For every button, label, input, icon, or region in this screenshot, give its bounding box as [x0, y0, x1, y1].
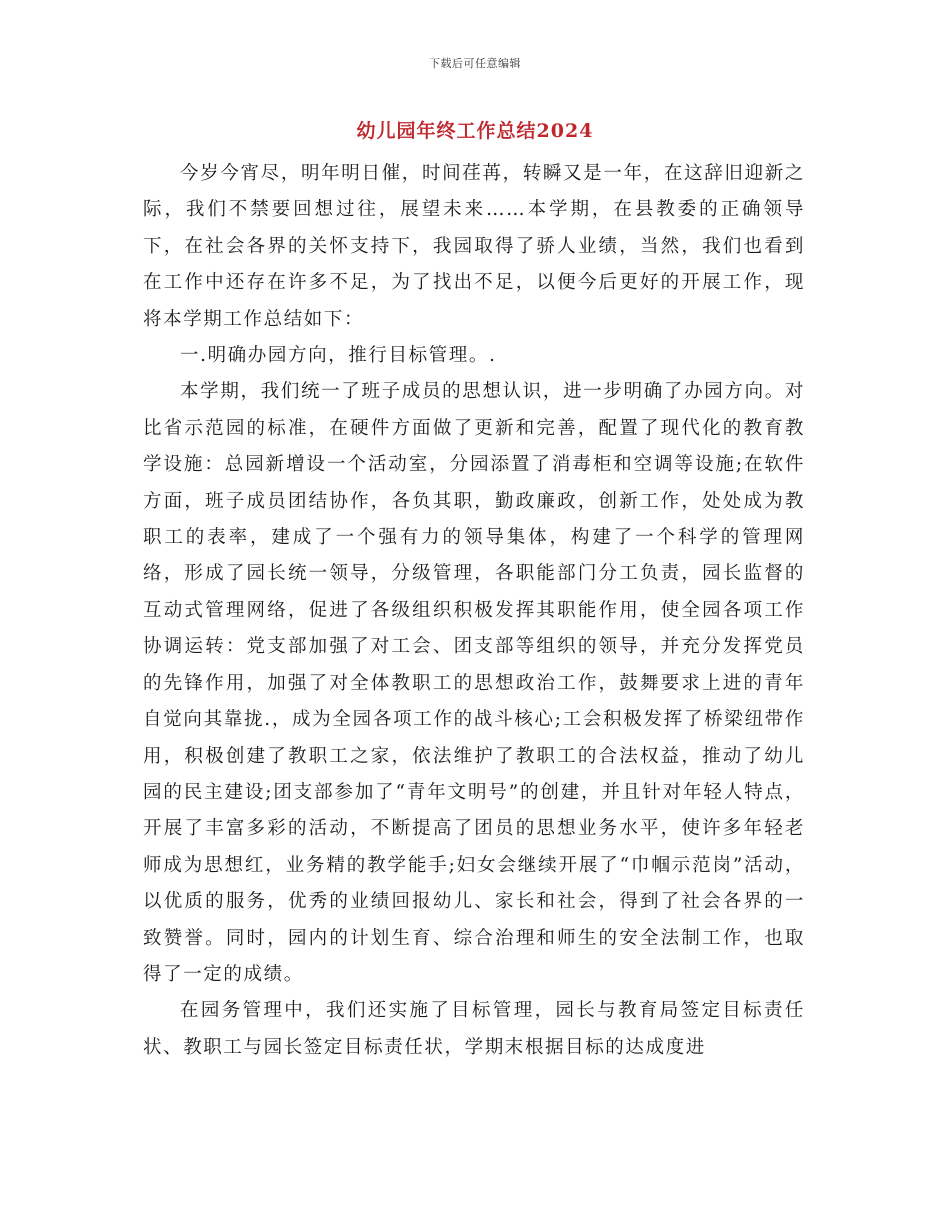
paragraph-intro: 今岁今宵尽，明年明日催，时间荏苒，转瞬又是一年，在这辞旧迎新之际，我们不禁要回想过往，展望未来……本学期，在县教委的正确领导下，在社会各界的关怀支持下，我园取得了骄人业绩，当然，我们也看到在工作中还存在许多不足，为了找出不足，以便今后更好的开展工作，现将本学期工作总结如下： — [143, 163, 805, 330]
document-body — [143, 156, 805, 1066]
paragraph-target-management: 在园务管理中，我们还实施了目标管理，园长与教育局签定目标责任状、教职工与园长签定目标责任状，学期末根据目标的达成度进 — [143, 1000, 805, 1058]
document-title: 幼儿园年终工作总结2024 — [356, 120, 594, 142]
section-heading-1: 一.明确办园方向，推行目标管理。. — [180, 345, 497, 367]
paragraph-section-1: 本学期，我们统一了班子成员的思想认识，进一步明确了办园方向。对比省示范园的标准，在硬件方面做了更新和完善，配置了现代化的教育教学设施：总园新增设一个活动室，分园添置了消毒柜和空调等设施;在软件方面，班子成员团结协作，各负其职，勤政廉政，创新工作，处处成为教职工的表率，建成了一个强有力的领导集体，构建了一个科学的管理网络，形成了园长统一领导，分级管理，各职能部门分工负责，园长监督的互动式管理网络，促进了各级组织积极发挥其职能作用，使全园各项工作协调运转：党支部加强了对工会、团支部等组织的领导，并充分发挥党员的先锋作用，加强了对全体教职工的思想政治工作，鼓舞要求上进的青年自觉向其靠拢.，成为全园各项工作的战斗核心;工会积极发挥了桥梁纽带作用，积极创建了教职工之家，依法维护了教职工的合法权益，推动了幼儿园的民主建设;团支部参加了“青年文明号”的创建，并且针对年轻人特点，开展了丰富多彩的活动，不断提高了团员的思想业务水平，使许多年轻老师成为思想红，业务精的教学能手;妇女会继续开展了“巾帼示范岗”活动，以优质的服务，优秀的业绩回报幼儿、家长和社会，得到了社会各界的一致赞誉。同时，园内的计划生育、综合治理和师生的安全法制工作，也取得了一定的成绩。 — [143, 381, 805, 985]
header-note: 下载后可任意编辑 — [429, 57, 521, 70]
